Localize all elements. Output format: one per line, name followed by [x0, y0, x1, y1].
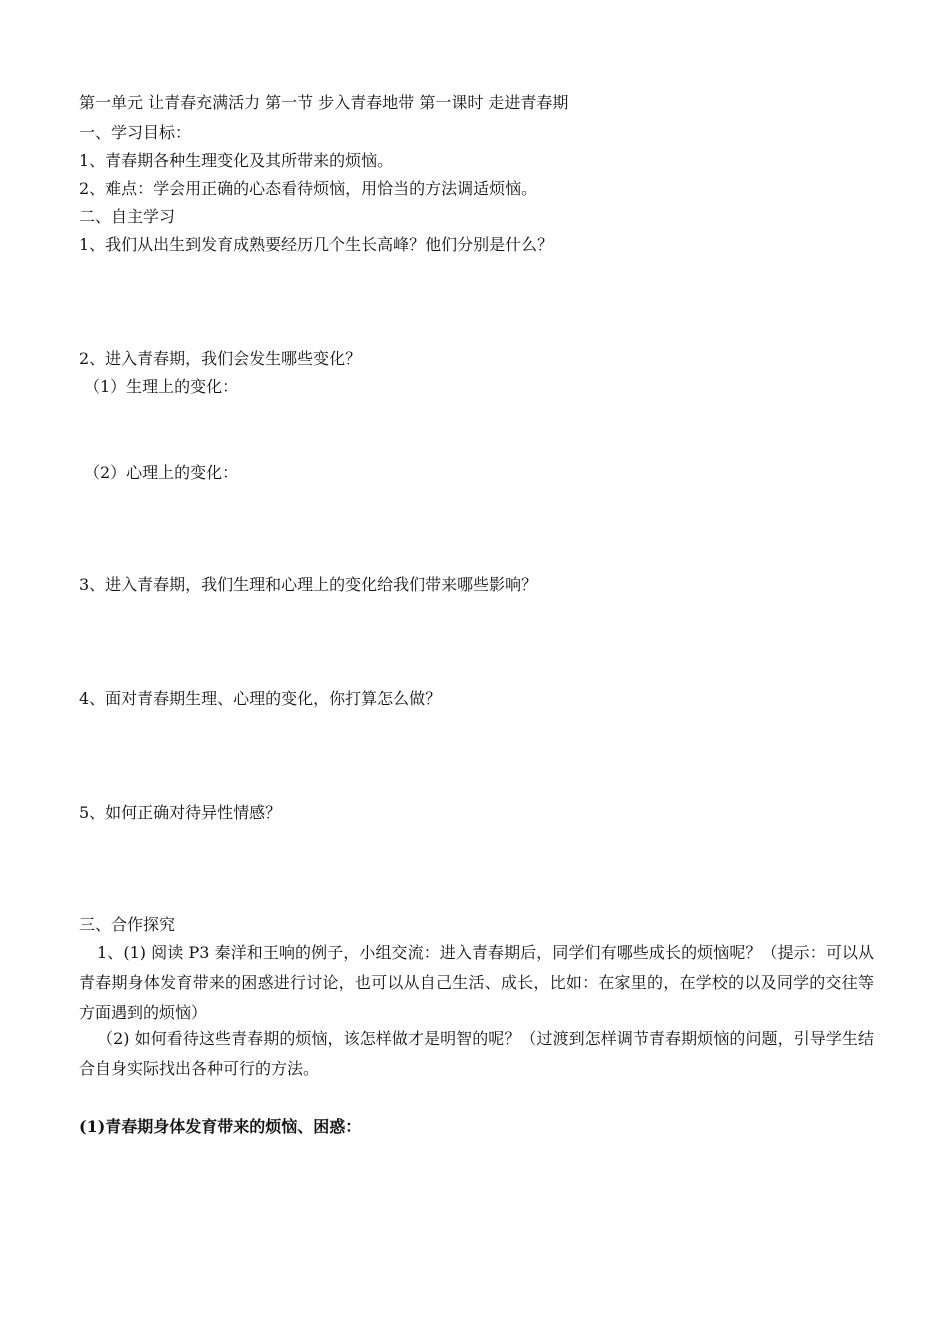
question-2: 2、进入青春期，我们会发生哪些变化？	[79, 349, 362, 368]
question-5: 5、如何正确对待异性情感？	[79, 803, 282, 822]
cooperative-paragraph-1: 1、(1) 阅读 P3 秦洋和王响的例子，小组交流：进入青春期后，同学们有哪些成长的烦恼呢？（提示：可以从青春期身体发育带来的困惑进行讨论，也可以从自己生活、成长，比如：在家里的，在学校的以及同学的交往等方面遇到的烦恼）	[79, 943, 874, 1022]
question-1: 1、我们从出生到发育成熟要经历几个生长高峰？他们分别是什么？	[79, 235, 554, 254]
section-heading-cooperative-inquiry: 三、合作探究	[79, 915, 176, 934]
question-4: 4、面对青春期生理、心理的变化，你打算怎么做？	[79, 689, 442, 708]
goal-item-1: 1、青春期各种生理变化及其所带来的烦恼。	[79, 151, 394, 170]
question-2-psychological-changes: （2）心理上的变化：	[84, 463, 239, 482]
question-2-physical-changes: （1）生理上的变化：	[84, 377, 239, 396]
document-title: 第一单元 让青春充满活力 第一节 步入青春地带 第一课时 走进青春期	[79, 93, 569, 112]
bold-subheading: (1)青春期身体发育带来的烦恼、困惑：	[79, 1117, 362, 1136]
question-3: 3、进入青春期，我们生理和心理上的变化给我们带来哪些影响？	[79, 575, 538, 594]
goal-item-2: 2、难点：学会用正确的心态看待烦恼，用恰当的方法调适烦恼。	[79, 179, 538, 198]
cooperative-paragraph-2: （2) 如何看待这些青春期的烦恼，该怎样做才是明智的呢？（过渡到怎样调节青春期烦恼的问题，引导学生结合自身实际找出各种可行的方法。	[79, 1029, 874, 1078]
section-heading-learning-goals: 一、学习目标：	[79, 123, 192, 142]
section-heading-self-study: 二、自主学习	[79, 207, 176, 226]
